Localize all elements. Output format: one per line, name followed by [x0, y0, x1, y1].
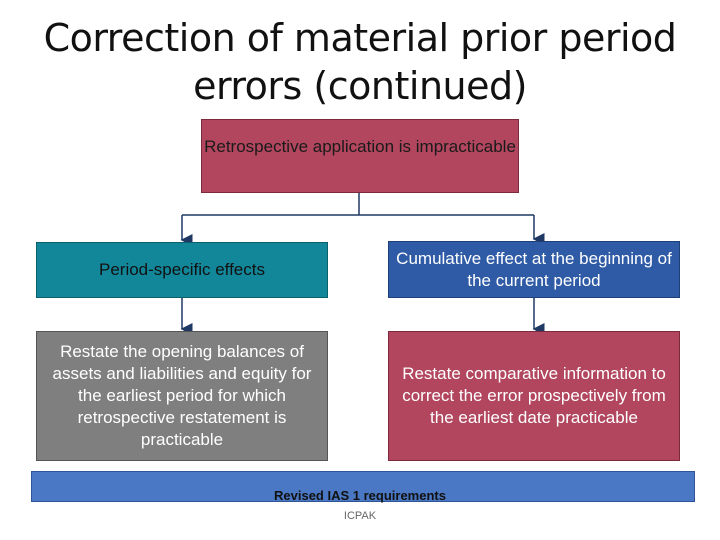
box-cumulative-effect-label: Cumulative effect at the beginning of the current period — [396, 248, 672, 290]
box-cumulative-effect — [388, 241, 680, 298]
box-period-specific-effects-label: Period-specific effects — [99, 260, 265, 279]
footer-label: Revised IAS 1 requirements — [274, 488, 446, 503]
box-restate-comparative-label: Restate comparative information to correct the error prospectively from the earliest date practicable — [402, 364, 666, 427]
box-restate-opening-balances-label: Restate the opening balances of assets and liabilities and equity for the earliest period for which retrospective restatement is practicable — [52, 342, 312, 449]
box-period-specific-effects — [36, 242, 328, 298]
box-restate-comparative — [388, 331, 680, 461]
box-retrospective-impracticable — [201, 119, 519, 193]
box-retrospective-impracticable-label: Retrospective application is impracticable — [204, 137, 516, 156]
footer-org: ICPAK — [343, 510, 377, 522]
slide-title: Correction of material prior period errors (continued) — [43, 16, 677, 108]
box-restate-opening-balances — [36, 331, 328, 461]
